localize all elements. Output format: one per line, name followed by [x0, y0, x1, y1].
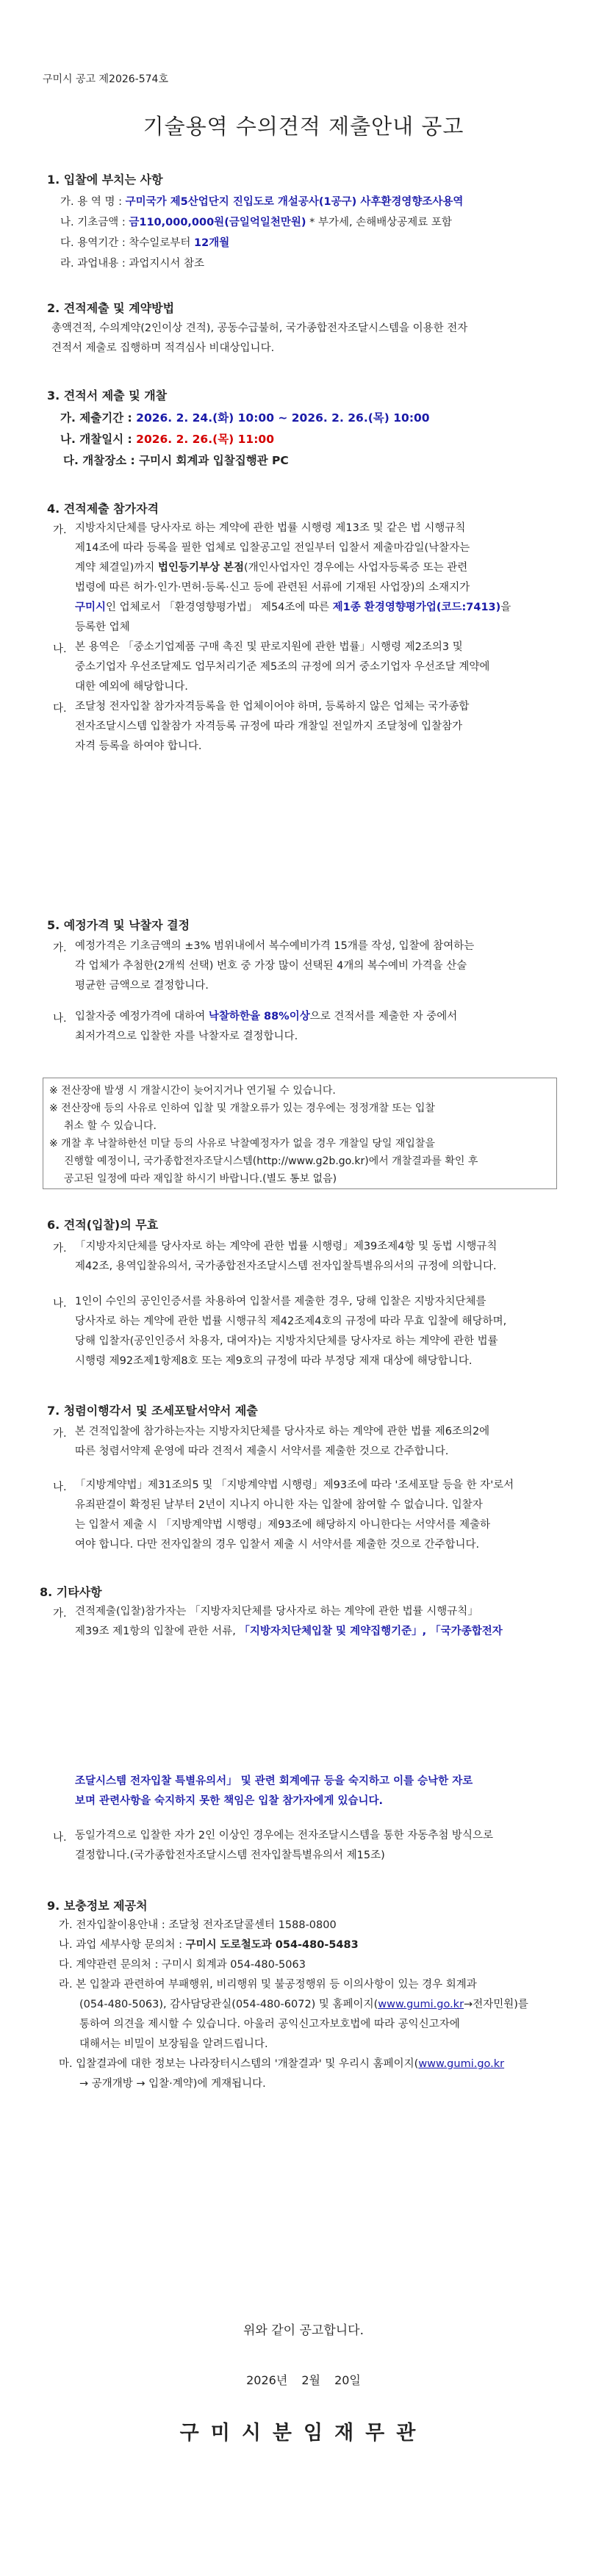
section-9-body	[59, 1916, 528, 2094]
text-line: 제14조에 따라 등록을 필한 업체로 입찰공고일 전일부터 입찰서 제출마감일(낙찰자는	[75, 542, 470, 554]
caution-note: 공고된 일정에 따라 재입찰 하시기 바랍니다.(별도 통보 없음)	[64, 1173, 337, 1185]
text-segment: 마. 입찰결과에 대한 정보는 나라장터시스템의 '개찰결과' 및 우리시 홈페이지(	[59, 2058, 419, 2070]
section-2-title: 2. 견적제출 및 계약방법	[47, 301, 175, 315]
text-line: 는 입찰서 제출 시 「지방계약법 시행령」제93조에 해당하지 아니한다는 서약서를 제출하	[75, 1519, 491, 1531]
submission-period-label: 가. 제출기간 :	[60, 411, 132, 425]
text-line	[75, 1007, 457, 1027]
section-8-ga-bottom	[75, 1772, 473, 1811]
service-period-row	[60, 234, 229, 250]
item-marker: 가.	[53, 942, 67, 954]
text-line: 다. 계약관련 문의처 : 구미시 회계과 054-480-5063	[59, 1959, 306, 1971]
item-marker: 가.	[53, 1428, 67, 1440]
caution-note: ※ 전산장애 발생 시 개찰시간이 늦어지거나 연기될 수 있습니다.	[49, 1085, 336, 1097]
closing-statement: 위와 같이 공고합니다.	[243, 2323, 364, 2338]
caution-notes-box	[43, 1078, 557, 1189]
base-amount-row	[60, 214, 452, 229]
text-segment: 입찰자중 예정가격에 대하여	[75, 1011, 209, 1022]
text-segment: (054-480-5063), 감사담당관실(054-480-6072) 및 홈페이지(	[79, 1999, 378, 2010]
document-title: 기술용역 수의견적 제출안내 공고	[143, 114, 464, 139]
section-9-title: 9. 보충정보 제공처	[47, 1899, 148, 1913]
text-line: 따른 청렴서약제 운영에 따라 견적서 제출시 서약서를 제출한 것으로 간주합니다.	[75, 1446, 449, 1457]
item-marker: 다.	[53, 703, 67, 715]
service-period-value: 12개월	[194, 237, 230, 249]
submission-period-value: 2026. 2. 24.(화) 10:00 ~ 2026. 2. 26.(목) 10:00	[136, 411, 430, 425]
item-marker: 나.	[53, 1013, 67, 1025]
text-segment: 나. 과업 세부사항 문의처 :	[59, 1939, 186, 1951]
text-line	[59, 1935, 528, 1955]
text-line	[59, 1995, 528, 2015]
text-line	[75, 598, 511, 618]
section-6-title: 6. 견적(입찰)의 무효	[47, 1218, 159, 1232]
text-line	[59, 2054, 528, 2074]
section-6-na	[75, 1292, 506, 1371]
section-4-title: 4. 견적제출 참가자격	[47, 502, 159, 516]
section-4-ga	[75, 519, 511, 638]
text-segment: 계약 체결일)까지	[75, 562, 158, 574]
text-line: 본 용역은 「중소기업제품 구매 촉진 및 판로지원에 관한 법률」시행령 제2조의3 및	[75, 641, 463, 653]
section-2-body	[51, 319, 467, 358]
homepage-link[interactable]: www.gumi.go.kr	[378, 1999, 464, 2010]
service-period-label: 다. 용역기간 : 착수일로부터	[60, 237, 195, 249]
text-line: 대해서는 비밀이 보장됨을 알려드립니다.	[79, 2038, 268, 2050]
text-line: 대한 예외에 해당합니다.	[75, 681, 188, 693]
section-7-na	[75, 1476, 514, 1555]
caution-note: ※ 개찰 후 낙찰하한선 미달 등의 사유로 낙찰예정자가 없을 경우 개찰일 당일 재입찰을	[49, 1138, 435, 1150]
text-line: 각 업체가 추첨한(2개씩 선택) 번호 중 가장 많이 선택된 4개의 복수예비 가격을 산술	[75, 960, 467, 972]
opening-place-row: 다. 개찰장소 : 구미시 회계과 입찰집행관 PC	[63, 454, 289, 467]
bid-floor-rate: 낙찰하한율 88%이상	[208, 1011, 310, 1022]
opening-time-label: 나. 개찰일시 :	[60, 433, 132, 446]
text-segment: 제39조 제1항의 입찰에 관한 서류,	[75, 1626, 240, 1637]
item-marker: 나.	[53, 1298, 67, 1310]
text-line: 1인이 수인의 공인인증서를 차용하여 입찰서를 제출한 경우, 당해 입찰은 지방자치단체를	[75, 1296, 486, 1307]
section-3-title: 3. 견적서 제출 및 개찰	[47, 389, 168, 403]
text-line: 예정가격은 기초금액의 ±3% 범위내에서 복수예비가격 15개를 작성, 입찰에 참여하는	[75, 940, 475, 952]
section-6-ga	[75, 1237, 497, 1277]
text-line: 보며 관련사항을 숙지하지 못한 책임은 입찰 참가자에게 있습니다.	[75, 1795, 384, 1807]
text-line: 여야 합니다. 다만 전자입찰의 경우 입찰서 제출 시 서약서를 제출한 것으로 간주합니다.	[75, 1539, 480, 1551]
text-line: 등록한 업체	[75, 621, 130, 633]
item-marker: 나.	[53, 643, 67, 655]
text-line: 제42조, 용역입찰유의서, 국가종합전자조달시스템 전자입찰특별유의서의 규정에 의합니다.	[75, 1260, 497, 1272]
text-segment: 으로 견적서를 제출한 자 중에서	[309, 1011, 458, 1022]
section-5-ga	[75, 937, 474, 996]
text-line	[75, 558, 511, 578]
service-name-value: 구미국가 제5산업단지 진입도로 개설공사(1공구) 사후환경영향조사용역	[125, 196, 464, 208]
text-line: 「지방계약법」제31조의5 및 「지방계약법 시행령」제93조에 따라 '조세포탈 등을 한 자'로서	[75, 1479, 514, 1491]
service-name-row	[60, 193, 463, 209]
text-segment: (개인사업자인 경우에는 사업자등록증 또는 관련	[244, 562, 468, 574]
text-line: 라. 본 입찰과 관련하여 부패행위, 비리행위 및 불공정행위 등 이의사항이 있는 경우 회계과	[59, 1979, 477, 1991]
base-amount-value: 금110,000,000원(금일억일천만원)	[129, 217, 306, 228]
text-line: 자격 등록을 하여야 합니다.	[75, 740, 202, 752]
head-office-emphasis: 법인등기부상 본점	[157, 562, 245, 574]
text-segment: 인 업체로서 「환경영향평가법」 제54조에 따른	[106, 602, 333, 613]
section-8-na	[75, 1826, 493, 1866]
text-line: 전자조달시스템 입찰참가 자격등록 규정에 따라 개찰일 전일까지 조달청에 입찰참가	[75, 721, 463, 732]
text-line: 당사자로 하는 계약에 관한 법률 시행규칙 제42조제4호의 규정에 따라 무효 입찰에 해당하며,	[75, 1316, 507, 1327]
license-emphasis: 제1종 환경영향평가업(코드:7413)	[332, 602, 501, 613]
section-1-title: 1. 입찰에 부치는 사항	[47, 173, 163, 187]
section-8-title: 8. 기타사항	[40, 1585, 102, 1599]
text-line: 당해 입찰자(공인인증서 차용자, 대여자)는 지방자치단체를 당사자로 하는 계약에 관한 법률	[75, 1335, 498, 1347]
text-line: 「지방자치단체를 당사자로 하는 계약에 관한 법률 시행령」제39조제4항 및 동법 시행규칙	[75, 1241, 498, 1252]
caution-note: 취소 할 수 있습니다.	[64, 1120, 157, 1132]
task-contact-emphasis: 구미시 도로철도과 054-480-5483	[185, 1939, 359, 1951]
text-line: 조달시스템 전자입찰 특별유의서」 및 관련 회계예규 등을 숙지하고 이를 승낙한 자로	[75, 1775, 473, 1787]
base-amount-note: * 부가세, 손해배상공제료 포함	[306, 217, 452, 228]
section-4-da	[75, 697, 469, 757]
caution-note: ※ 전산장애 등의 사유로 인하여 입찰 및 개찰오류가 있는 경우에는 정정개찰 또는 입찰	[49, 1103, 435, 1114]
text-segment: 을	[500, 602, 511, 613]
text-line: → 공개개방 → 입찰·계약)에 게재됩니다.	[79, 2078, 266, 2090]
section-5-na	[75, 1007, 457, 1047]
text-line: 동일가격으로 입찰한 자가 2인 이상인 경우에는 전자조달시스템을 통한 자동추첨 방식으로	[75, 1830, 493, 1841]
contract-standard-emphasis: 「지방자치단체입찰 및 계약집행기준」, 「국가종합전자	[239, 1626, 503, 1637]
notice-date: 2026년 2월 20일	[246, 2373, 361, 2387]
item-marker: 가.	[53, 524, 67, 536]
text-line: 평균한 금액으로 결정합니다.	[75, 980, 209, 992]
text-line	[75, 1622, 503, 1642]
section-7-ga	[75, 1422, 489, 1462]
text-line: 중소기업자 우선조달제도 업무처리기준 제5조의 규정에 의거 중소기업자 우선조달 계약에	[75, 661, 490, 673]
opening-time-row	[60, 430, 274, 447]
caution-note: 진행할 예정이니, 국가종합전자조달시스템(http://www.g2b.go.kr)에서 개찰결과를 확인 후	[64, 1155, 478, 1167]
item-marker: 가.	[53, 1608, 67, 1620]
section-8-ga-top	[75, 1602, 503, 1642]
item-marker: 나.	[53, 1482, 67, 1493]
text-line: 지방자치단체를 당사자로 하는 계약에 관한 법률 시행령 제13조 및 같은 법 시행규칙	[75, 522, 466, 534]
text-line: 통하여 의견을 제시할 수 있습니다. 아울러 공익신고자보호법에 따라 공익신고자에	[79, 2018, 460, 2030]
section-2-line: 견적서 제출로 집행하며 적격심사 비대상입니다.	[51, 342, 275, 354]
opening-time-value: 2026. 2. 26.(목) 11:00	[136, 433, 274, 446]
item-marker: 나.	[53, 1832, 67, 1844]
text-line: 유죄판결이 확정된 날부터 2년이 지나지 아니한 자는 입찰에 참여할 수 없습니다. 입찰자	[75, 1499, 483, 1511]
notice-number: 구미시 공고 제2026-574호	[43, 73, 168, 85]
section-2-line: 총액견적, 수의계약(2인이상 견적), 공동수급불허, 국가종합전자조달시스템을 이용한 전자	[51, 322, 468, 334]
text-line: 본 견적입찰에 참가하는자는 지방자치단체를 당사자로 하는 계약에 관한 법률 제6조의2에	[75, 1426, 490, 1437]
submission-period-row	[60, 409, 430, 425]
homepage-link[interactable]: www.gumi.go.kr	[418, 2058, 505, 2070]
text-line: 법령에 따른 허가·인가·면허·등록·신고 등에 관련된 서류에 기재된 사업장)의 소재지가	[75, 582, 470, 594]
base-amount-label: 나. 기초금액 :	[60, 217, 126, 228]
text-line: 조달청 전자입찰 참가자격등록을 한 업체이어야 하며, 등록하지 않은 업체는 국가종합	[75, 701, 470, 712]
text-segment: →전자민원)를	[464, 1999, 528, 2010]
text-line: 시행령 제92조제1항제8호 또는 제9호의 규정에 따라 부정당 제재 대상에 해당합니다.	[75, 1355, 473, 1367]
text-line: 견적제출(입찰)참가자는 「지방자치단체를 당사자로 하는 계약에 관한 법률 시행규칙」	[75, 1606, 478, 1617]
section-4-na	[75, 638, 489, 697]
task-content-row: 라. 과업내용 : 과업지시서 참조	[60, 258, 205, 270]
service-name-label: 가. 용 역 명 :	[60, 196, 122, 208]
text-line: 최저가격으로 입찰한 자를 낙찰자로 결정합니다.	[75, 1031, 298, 1042]
item-marker: 가.	[53, 1243, 67, 1255]
text-line: 결정합니다.(국가종합전자조달시스템 전자입찰특별유의서 제15조)	[75, 1850, 385, 1861]
section-5-title: 5. 예정가격 및 낙찰자 결정	[47, 918, 190, 932]
section-7-title: 7. 청렴이행각서 및 조세포탈서약서 제출	[47, 1404, 258, 1418]
city-emphasis: 구미시	[75, 602, 107, 613]
text-line: 가. 전자입찰이용안내 : 조달청 전자조달콜센터 1588-0800	[59, 1919, 337, 1931]
issuing-office: 구미시분임재무관	[179, 2422, 428, 2445]
